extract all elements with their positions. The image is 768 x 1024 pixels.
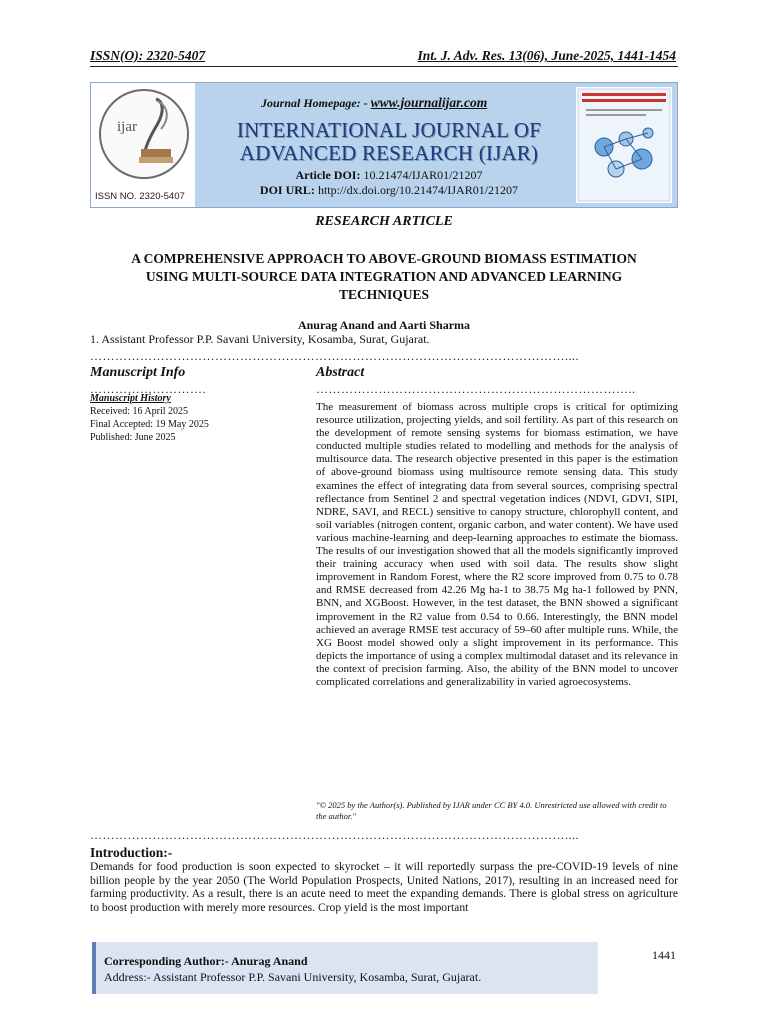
corresponding-address: Address:- Assistant Professor P.P. Savani University, Kosamba, Surat, Gujarat. [104,970,482,984]
doi-value: 10.21474/IJAR01/21207 [363,168,483,182]
issn-header: ISSN(O): 2320-5407 [90,48,206,63]
dotted-separator-top: …………………………………………………………………………………………………….... [90,349,579,363]
paper-title-line1: A COMPREHENSIVE APPROACH TO ABOVE-GROUND BIOMASS ESTIMATION [131,251,637,266]
affiliation: 1. Assistant Professor P.P. Savani University, Kosamba, Surat, Gujarat. [90,332,430,346]
abstract-body: The measurement of biomass across multiple crops is critical for optimizing resource utilization, projecting yields, and soil fertility. As part of this research on the development of remote sensing systems for biomass estimation, we have conducted multiple studies related to modelling and methods for the analysis of multisource data. The research objective presented in this paper is the estimation of above-ground biomass using multisource remote sensing data. This study examines the effect of integrating data from several sources, comprising spectral reflectance from Sentinel 2 and spectral vegetation indices (NDVI, GDVI, SIPI, NDRE, SAVI, and RECL) sensitive to canopy structure, chlorophyll content, and soil variables (nitrogen content, organic carbon, and water content). We have used various machine-learning and deep-learning approaches to estimate the biomass. The results of our investigation showed that all the models significantly improved their training accuracy when used with soil data. The results show slight improvement in Random Forest, where the R2 score improved from 0.75 to 0.78 and RMSE decreased from 42.26 Mg ha-1 to 38.75 Mg ha-1 followed by PNN, BNN, and XGBoost. However, in the test dataset, the BNN showed a significant improvement in the R2 value from 0.54 to 0.66. Interestingly, the BNN model achieved an average RMSE test accuracy of 59–60 after multiple runs. While, the XG Boost model showed only a slight improvement in its performance. This depicts the importance of using a complex multimodal dataset and its relevance in the context of precision farming. Also, the ability of the BNN model to uncover complicated correlations and generalizability in varied agroecosystems. [316,401,678,688]
issn-small: ISSN NO. 2320-5407 [95,191,185,202]
doi-label: Article DOI: [295,168,361,182]
doi-url-link[interactable]: http://dx.doi.org/10.21474/IJAR01/21207 [317,183,519,197]
homepage-link[interactable]: www.journalijar.com [370,95,488,110]
paper-title-line2: USING MULTI-SOURCE DATA INTEGRATION AND ADVANCED LEARNING [145,269,623,284]
dotted-separator-bottom: …………………………………………………………………………………………………….... [90,828,579,842]
corresponding-author: Corresponding Author:- Anurag Anand [104,954,308,968]
dotted-separator-right: ………………………………………………………………….. [316,382,636,396]
authors: Anurag Anand and Aarti Sharma [297,318,471,332]
journal-banner [90,82,678,208]
homepage-line [261,95,487,111]
paper-title [96,250,672,304]
license-note: "© 2025 by the Author(s). Published by IJAR under CC BY 4.0. Unrestricted use allowed with credit to the author." [316,800,667,821]
received-date: Received: 16 April 2025 [90,406,189,417]
citation-header: Int. J. Adv. Res. 13(06), June-2025, 1441-1454 [417,48,676,63]
doi-block [201,168,577,198]
logo-text: ijar [117,119,137,135]
introduction-heading: Introduction:- [90,845,173,860]
paper-title-line3: TECHNIQUES [338,287,430,302]
corresponding-author-box [92,942,598,994]
header-rule [90,66,678,67]
journal-cover-thumbnail [576,87,672,203]
doi-url-label: DOI URL: [259,183,315,197]
dotted-separator-left: ………………………. [90,382,206,396]
journal-title [201,119,577,165]
journal-title-line2: ADVANCED RESEARCH (IJAR) [239,141,539,165]
journal-title-line1: INTERNATIONAL JOURNAL OF [236,118,542,142]
page-number: 1441 [652,948,676,962]
homepage-label: Journal Homepage: - [261,96,368,110]
published-date: Published: June 2025 [90,432,176,443]
history-label: Manuscript History [90,393,171,404]
logo-circle-icon [99,89,189,179]
manuscript-info-heading: Manuscript Info [90,365,186,380]
manuscript-history [90,392,270,444]
accepted-date: Final Accepted: 19 May 2025 [90,419,209,430]
abstract-heading: Abstract [316,365,365,380]
introduction-body: Demands for food production is soon expected to skyrocket – it will reportedly surpass the pre-COVID-19 levels of nine billion people by the year 2050 (The World Population Prospects, United Nations, 2017), resulting in an increased need for farming productivity. As a result, there is an acute need to meet the expanding demands. There is global stress on agriculture to boost production with merely more resources. Crop yield is the most important [90,860,678,914]
article-type: RESEARCH ARTICLE [315,214,453,229]
ijar-logo [91,83,195,207]
